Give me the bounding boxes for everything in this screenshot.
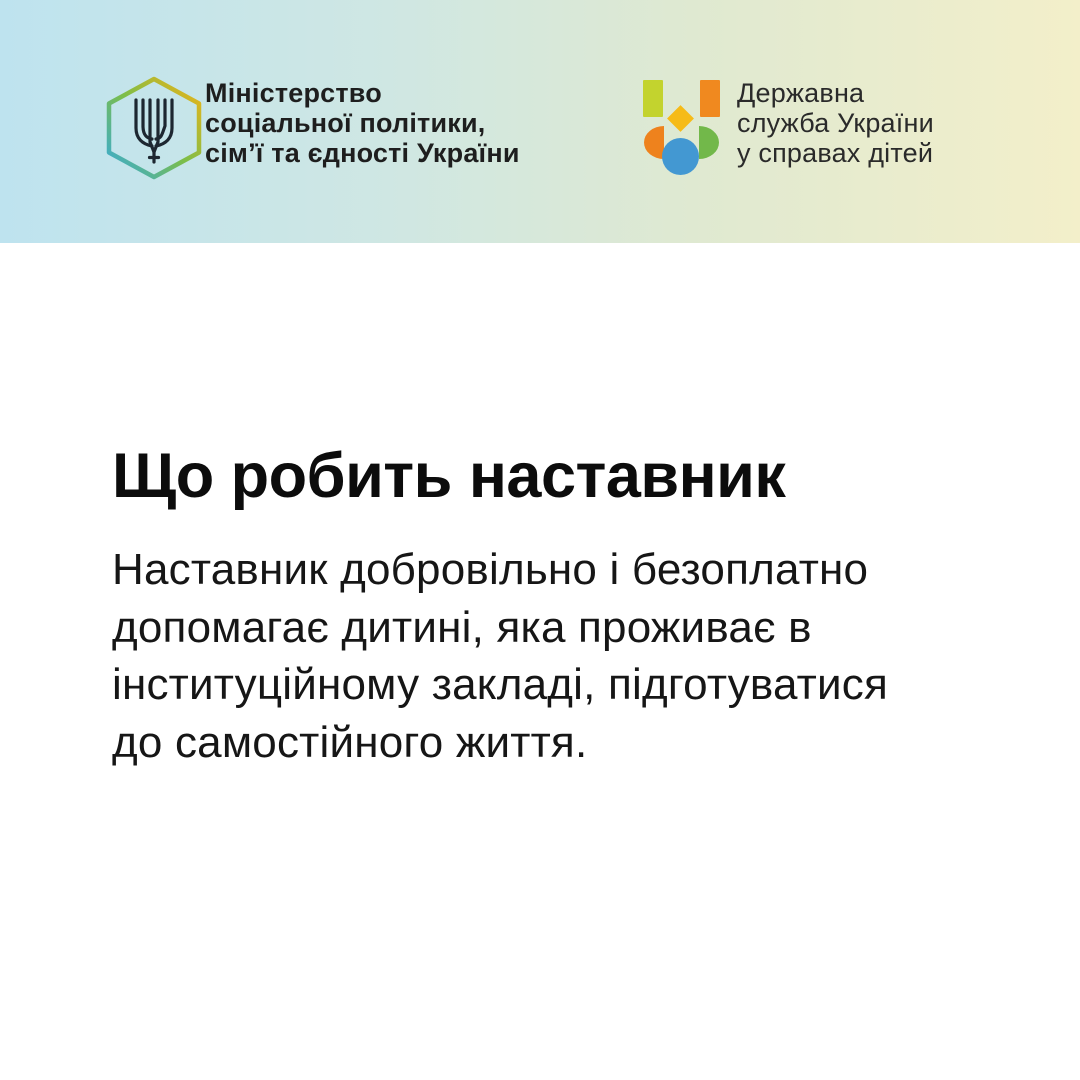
orange-semicircle-shape xyxy=(644,126,664,159)
gold-diamond-shape xyxy=(667,105,694,132)
service-name-line: у справах дітей xyxy=(737,138,934,168)
ministry-name-line: соціальної політики, xyxy=(205,108,486,138)
ministry-name-line: сім’ї та єдності України xyxy=(205,138,520,168)
green-semicircle-shape xyxy=(699,126,719,159)
blue-circle-shape xyxy=(662,138,699,175)
header-band xyxy=(0,0,1080,243)
page-title: Що робить наставник xyxy=(112,441,786,511)
ministry-name xyxy=(205,78,520,168)
trident-icon xyxy=(136,100,172,162)
paragraph-line: Наставник добровільно і безоплатно xyxy=(112,545,869,594)
paragraph-line: до самостійного життя. xyxy=(112,717,588,767)
paragraph-line: допомагає дитині, яка проживає в xyxy=(112,602,812,652)
children-service-logo-icon xyxy=(643,80,723,175)
lime-bar-shape xyxy=(643,80,663,117)
service-name xyxy=(737,78,934,168)
trident-hexagon-icon xyxy=(106,76,202,180)
paragraph-line: інституційному закладі, підготуватися xyxy=(112,660,889,709)
ministry-name-line: Міністерство xyxy=(205,78,382,108)
orange-bar-shape xyxy=(700,80,720,117)
body-paragraph xyxy=(112,541,1012,771)
service-name-line: Державна xyxy=(737,78,865,108)
service-name-line: служба України xyxy=(737,108,934,138)
